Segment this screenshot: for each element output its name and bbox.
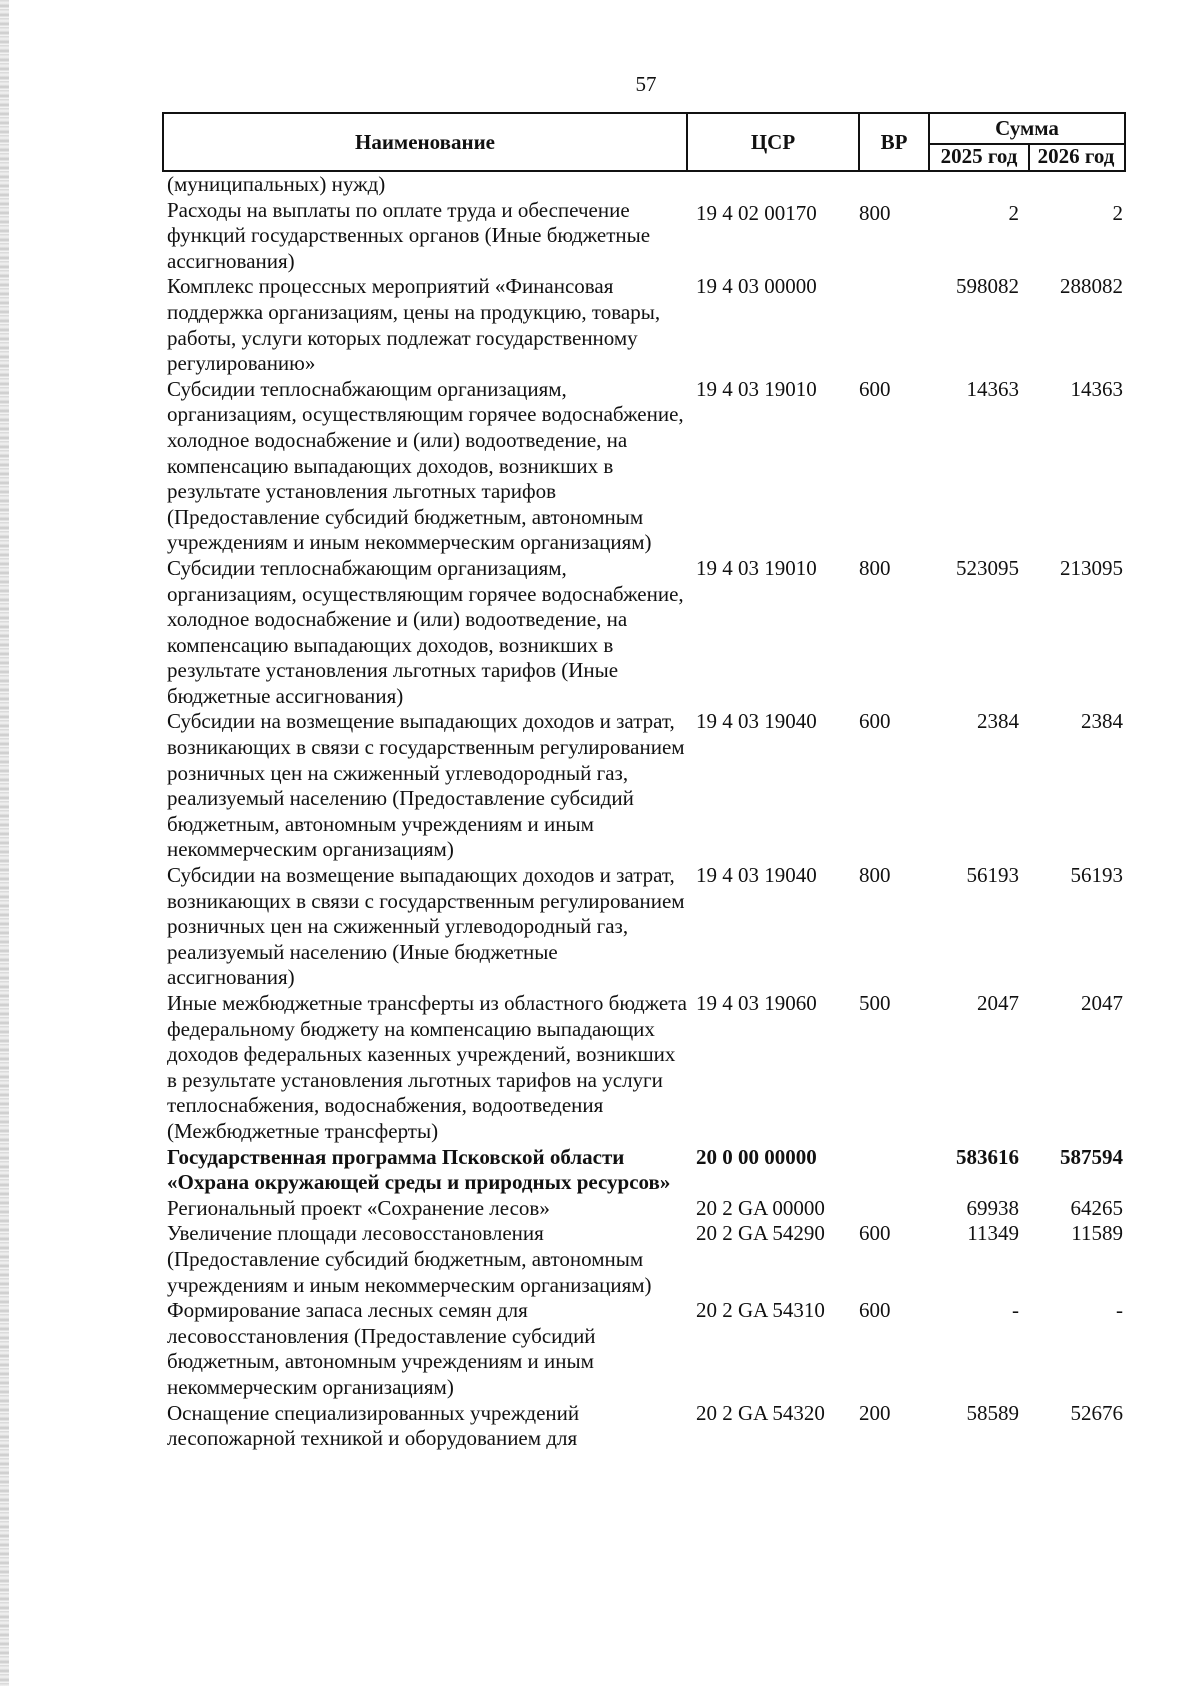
- row-name: Оснащение специализированных учреждений лесопожарной техникой и оборудованием для: [167, 1400, 580, 1451]
- header-csr: ЦСР: [688, 114, 860, 170]
- table-body: [167, 172, 1127, 1452]
- row-csr: 19 4 03 19060: [696, 991, 817, 1015]
- table-row: [167, 1196, 1127, 1222]
- table-row: [167, 274, 1127, 376]
- table-row: [167, 863, 1127, 991]
- row-csr: 20 2 GA 54320: [696, 1400, 825, 1425]
- row-name: Субсидии теплоснабжающим организациям, организациям, осуществляющим горячее водоснабжение, холодное водоснабжение и (или) водоотведение, на компенсацию выпадающих доходов, возникших в результате установления льготных тарифов (Иные бюджетные ассигнования): [167, 555, 684, 708]
- row-name: Региональный проект «Сохранение лесов»: [167, 1195, 550, 1220]
- row-name: Формирование запаса лесных семян для лесовосстановления (Предоставление субсидий бюджетным, автономным учреждениям и иным некоммерческим организациям): [167, 1298, 596, 1399]
- table-row: [167, 198, 1127, 275]
- row-name: Иные межбюджетные трансферты из областного бюджета федеральному бюджету на компенсацию выпадающих доходов федеральных казенных учреждений, возникших в результате установления льготных тарифов на услуги теплоснабжения, водоснабжения, водоотведения (Межбюджетные трансферты): [167, 991, 687, 1143]
- row-vr: 800: [859, 200, 891, 225]
- row-name: Субсидии на возмещение выпадающих доходов и затрат, возникающих в связи с государственным регулированием розничных цен на сжиженный углеводородный газ, реализуемый населению (Предоставление субсидий бюджетным, автономным учреждениям и иным некоммерческим организациям): [167, 709, 685, 862]
- row-vr: 600: [859, 376, 891, 401]
- row-vr: 500: [859, 991, 891, 1015]
- row-sum-2026: 14363: [1070, 376, 1123, 401]
- row-sum-2026: 11589: [1071, 1221, 1123, 1246]
- row-sum-2025: 523095: [956, 555, 1019, 580]
- row-name: Субсидии на возмещение выпадающих доходов и затрат, возникающих в связи с государственным регулированием розничных цен на сжиженный углеводородный газ, реализуемый населению (Иные бюджетные ассигнования): [167, 863, 685, 990]
- row-vr: 200: [859, 1400, 891, 1425]
- row-sum-2025: 2384: [977, 709, 1019, 734]
- row-vr: 800: [859, 555, 891, 580]
- row-sum-2025: 11349: [967, 1221, 1019, 1246]
- page-number: 57: [635, 72, 657, 96]
- row-sum-2025: 69938: [966, 1195, 1019, 1220]
- row-sum-2025: 2: [1008, 200, 1019, 225]
- row-csr: 19 4 03 19010: [696, 555, 817, 580]
- row-sum-2026: 213095: [1060, 555, 1123, 580]
- row-csr: 20 2 GA 00000: [696, 1195, 825, 1220]
- table-row: [167, 377, 1127, 556]
- row-sum-2025: 2047: [977, 991, 1019, 1015]
- table-row: [167, 1401, 1127, 1452]
- row-sum-2025: 58589: [966, 1400, 1019, 1425]
- header-name: Наименование: [164, 114, 688, 170]
- row-sum-2026: 52676: [1070, 1400, 1123, 1425]
- row-sum-2025: -: [1012, 1298, 1019, 1323]
- row-name: (муниципальных) нужд): [167, 172, 386, 196]
- row-sum-2026: 2: [1112, 200, 1123, 225]
- row-sum-2026: 587594: [1060, 1144, 1123, 1169]
- row-vr: 800: [859, 863, 891, 888]
- row-sum-2025: 14363: [966, 376, 1019, 401]
- table-row: [167, 709, 1127, 863]
- header-sum: [930, 114, 1124, 170]
- header-vr: ВР: [860, 114, 930, 170]
- row-csr: 19 4 03 00000: [696, 274, 817, 299]
- row-name: Увеличение площади лесовосстановления (Предоставление субсидий бюджетным, автономным учреждениям и иным некоммерческим организациям): [167, 1221, 652, 1297]
- table-row-program: [167, 1145, 1127, 1196]
- row-name: Комплекс процессных мероприятий «Финансовая поддержка организациям, цены на продукцию, товары, работы, услуги которых подлежат государственному регулированию»: [167, 274, 661, 376]
- row-csr: 20 2 GA 54290: [696, 1221, 825, 1246]
- row-sum-2025: 583616: [956, 1144, 1019, 1169]
- row-sum-2026: 64265: [1070, 1195, 1123, 1220]
- row-csr: 20 2 GA 54310: [696, 1298, 825, 1323]
- table-row: [167, 1298, 1127, 1400]
- row-csr: 20 0 00 00000: [696, 1144, 817, 1169]
- row-sum-2026: 2384: [1081, 709, 1123, 734]
- row-csr: 19 4 02 00170: [696, 200, 817, 225]
- row-name: Расходы на выплаты по оплате труда и обеспечение функций государственных органов (Иные бюджетные ассигнования): [167, 197, 651, 273]
- row-sum-2026: -: [1116, 1298, 1123, 1323]
- header-year-2025: 2025 год: [930, 143, 1030, 170]
- row-name: Субсидии теплоснабжающим организациям, организациям, осуществляющим горячее водоснабжение, холодное водоснабжение и (или) водоотведение, на компенсацию выпадающих доходов, возникших в результате установления льготных тарифов (Предоставление субсидий бюджетным, автономным учреждениям и иным некоммерческим организациям): [167, 376, 684, 555]
- row-sum-2026: 56193: [1070, 863, 1123, 888]
- table-row: [167, 1221, 1127, 1298]
- row-vr: 600: [859, 709, 891, 734]
- header-sum-title: Сумма: [930, 114, 1124, 145]
- table-row: [167, 172, 1127, 198]
- table-header: [162, 112, 1126, 172]
- scan-edge: [0, 0, 9, 1686]
- row-sum-2025: 598082: [956, 274, 1019, 299]
- row-csr: 19 4 03 19040: [696, 863, 817, 888]
- header-year-2026: 2026 год: [1037, 144, 1115, 168]
- row-csr: 19 4 03 19010: [696, 376, 817, 401]
- row-name: Государственная программа Псковской области «Охрана окружающей среды и природных ресурсов»: [167, 1144, 671, 1195]
- row-sum-2026: 288082: [1060, 274, 1123, 299]
- row-vr: 600: [859, 1298, 891, 1323]
- table-row: [167, 556, 1127, 710]
- row-vr: 600: [859, 1221, 891, 1246]
- row-sum-2026: 2047: [1081, 991, 1123, 1015]
- table-row: [167, 991, 1127, 1145]
- row-sum-2025: 56193: [966, 863, 1019, 888]
- row-csr: 19 4 03 19040: [696, 709, 817, 734]
